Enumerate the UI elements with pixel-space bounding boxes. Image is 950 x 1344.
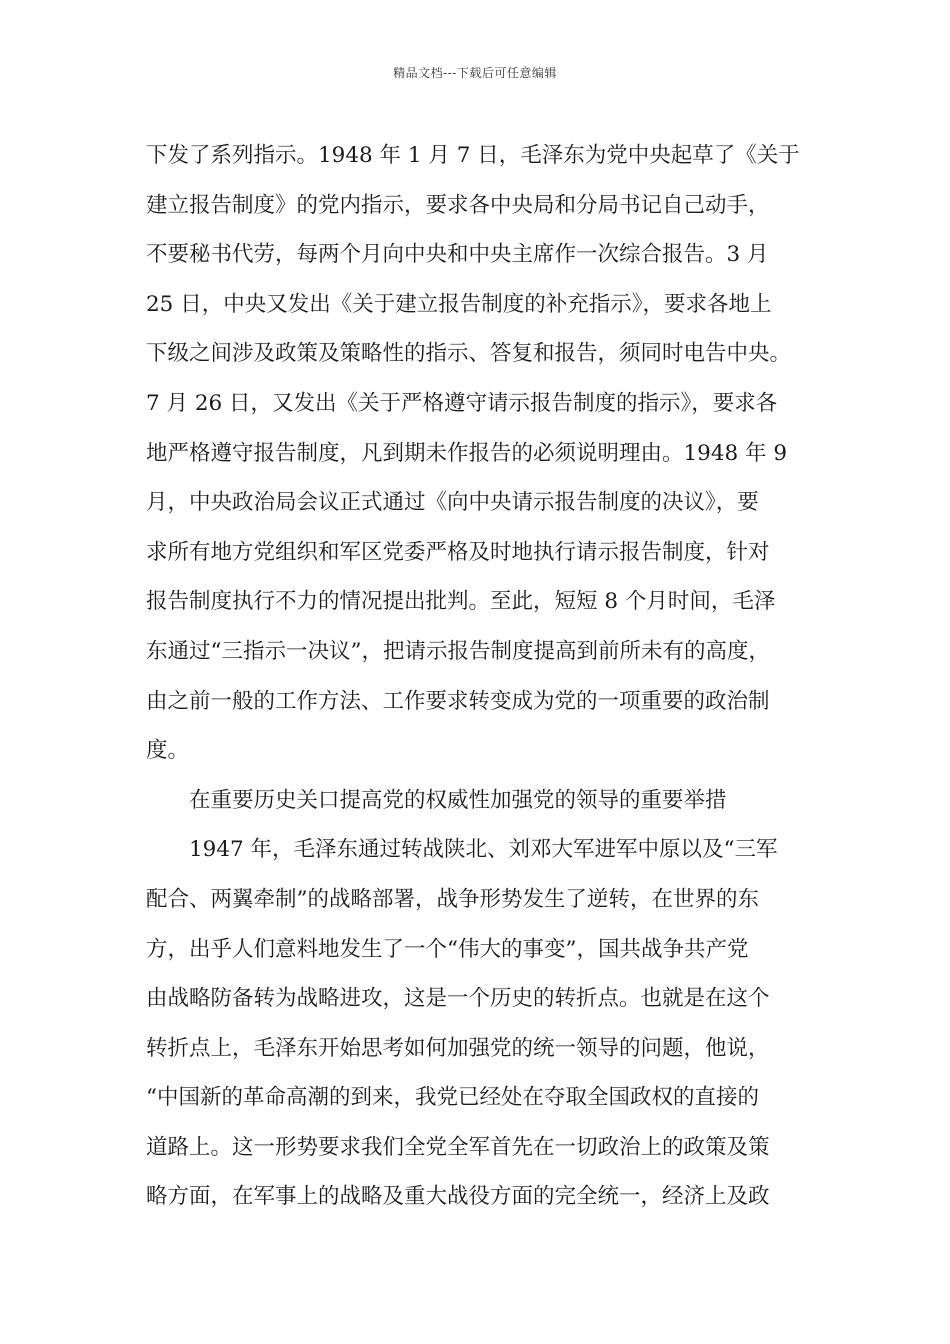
section-heading: 在重要历史关口提高党的权威性加强党的领导的重要举措 [146,787,727,813]
text-line: 报告制度执行不力的情况提出批判。至此，短短 8 个月时间，毛泽 [146,589,776,615]
text-line: 下发了系列指示。1948 年 1 月 7 日，毛泽东为党中央起草了《关于 [146,143,800,168]
text-line: 建立报告制度》的党内指示，要求各中央局和分局书记自己动手， [146,192,770,218]
text-line: 配合、两翼牵制”的战略部署，战争形势发生了逆转，在世界的东 [146,886,759,912]
text-line: 下级之间涉及政策及策略性的指示、答复和报告，须同时电告中央。 [146,341,792,367]
text-line: 地严格遵守报告制度，凡到期未作报告的必须说明理由。1948 年 9 [146,440,788,466]
text-line: 道路上。这一形势要求我们全党全军首先在一切政治上的政策及策 [146,1134,770,1160]
text-line: 方，出乎人们意料地发生了一个“伟大的事变”，国共战争共产党 [146,936,749,962]
text-line: 转折点上，毛泽东开始思考如何加强党的统一领导的问题，他说， [146,1035,770,1061]
text-line: 东通过“三指示一决议”，把请示报告制度提高到前所未有的高度， [146,638,770,664]
text-line: “中国新的革命高潮的到来，我党已经处在夺取全国政权的直接的 [146,1085,759,1111]
text-line: 1947 年，毛泽东通过转战陕北、刘邓大军进军中原以及“三军 [146,837,778,863]
text-line: 由战略防备转为战略进攻，这是一个历史的转折点。也就是在这个 [146,986,770,1012]
text-line: 求所有地方党组织和军区党委严格及时地执行请示报告制度，针对 [146,539,770,565]
text-line: 不要秘书代劳，每两个月向中央和中央主席作一次综合报告。3 月 [146,242,769,268]
body-text [146,131,826,1222]
text-line: 月，中央政治局会议正式通过《向中央请示报告制度的决议》，要 [146,490,759,516]
text-line: 略方面，在军事上的战略及重大战役方面的完全统一，经济上及政 [146,1184,770,1210]
text-line: 度。 [146,738,190,764]
text-line: 25 日，中央又发出《关于建立报告制度的补充指示》，要求各地上 [146,291,772,317]
page-header: 精品文档---下载后可任意编辑 [393,66,557,80]
text-line: 由之前一般的工作方法、工作要求转变成为党的一项重要的政治制 [146,688,770,714]
text-line: 7 月 26 日，又发出《关于严格遵守请示报告制度的指示》，要求各 [146,390,778,416]
